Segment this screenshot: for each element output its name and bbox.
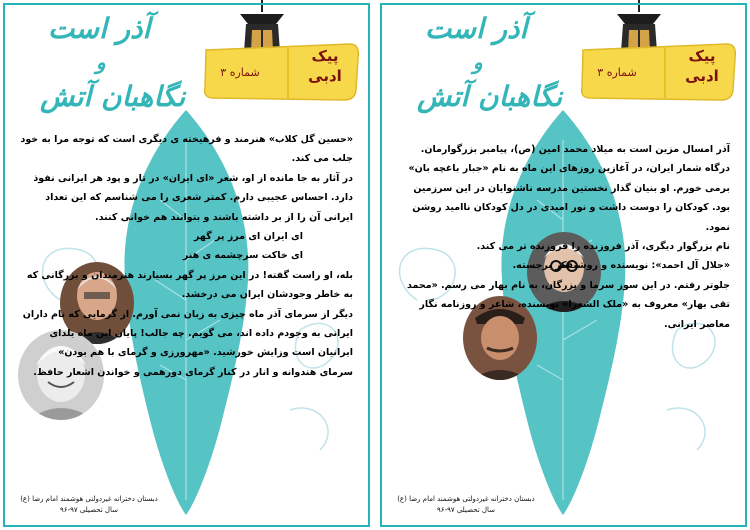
paragraph: «حسین گل کلاب» هنرمند و فرهیخته ی دیگری است که توجه مرا به خود جلب می کند. [20,134,353,165]
title-and: و [96,50,106,74]
title-line-1: آذر است [425,12,528,45]
issue-number: شماره ۳ [220,66,260,79]
paragraph: آذر امسال مزین است به میلاد محمد امین (ص)، پیامبر بزرگوارمان. [420,144,730,155]
banner-name: پیک ادبی [685,47,719,85]
school-name: دبستان دخترانه غیردولتی هوشمند امام رضا (ع) [397,495,535,503]
paragraph: «جلال آل احمد»: نویسنده و روشنفکر برجسته. [512,260,730,272]
issue-number: شماره ۳ [597,66,637,79]
paragraph: بله، او راست گفته! در این مرز پر گهر بسیارند هنرمندان و بزرگانی که به خاطر وجودشان ایران می درخشد. [26,269,353,301]
footer [391,494,541,516]
footer [14,494,164,516]
title-line-3: نگاهبان آتش [40,80,186,113]
article-body [397,140,730,500]
paragraph: جلوتر رفتم. در این سوز سرما و بزرگان، به نام بهار می رسم. «محمد تقی بهار» معروف به «ملک الشعرا» نویسنده، شاعر و روزنامه نگار معاصر ایرانی. [406,279,730,330]
paragraph: دیگر از سرمای آذر ماه چیزی به زبان نمی آورم. از گرمایی که نام داران ایرانی به وجودم داده اند، می گویم. چه جالب! پایان این ماه یلدای ایرانیان است وزایش خورشید. «مهرورزی و گرمای با هم بودن» [22,308,353,359]
title-line-3: نگاهبان آتش [417,80,563,113]
title-line-1: آذر است [48,12,151,45]
paragraph: سرمای هندوانه و انار در کنار گرمای دورهمی و خواندن اشعار حافظ. [33,366,353,378]
school-name: دبستان دخترانه غیردولتی هوشمند امام رضا (ع) [20,495,158,503]
newsletter-page-right [377,0,750,530]
title-and: و [473,50,483,74]
school-year: سال تحصیلی ۹۷-۹۶ [60,506,118,514]
paragraph: درگاه شمار ایران، در آغازین روزهای این ماه به نام «جبار باغچه بان» برمی خورم. او بنیان گذار نخستین مدرسه ناشنوایان در این سرزمین بود. کودکان را دوست داشت و نور امیدی در دل کودکان ناامید روشن نمود. [408,163,730,233]
paragraph: نام بزرگوار دیگری، آذر فروزنده را فروزنده تر می کند. [476,241,730,253]
school-year: سال تحصیلی ۹۷-۹۶ [437,506,495,514]
banner-name: پیک ادبی [308,47,342,85]
article-body [20,130,353,502]
paragraph: در آثار به جا مانده از او، شعر «ای ایران» در تار و پود هر ایرانی نفوذ دارد. احساس عجیبی دارم. کمتر شعری را می شناسم که این تعداد ایرانی آن را از بر داشته باشند و بتوانند هم خوانی کنند. [33,172,353,223]
newsletter-page-left [0,0,373,530]
poem-line: ای ایران ای مرز پر گهر [193,231,303,243]
poem-line: ای خاکت سرچشمه ی هنر [182,250,303,262]
